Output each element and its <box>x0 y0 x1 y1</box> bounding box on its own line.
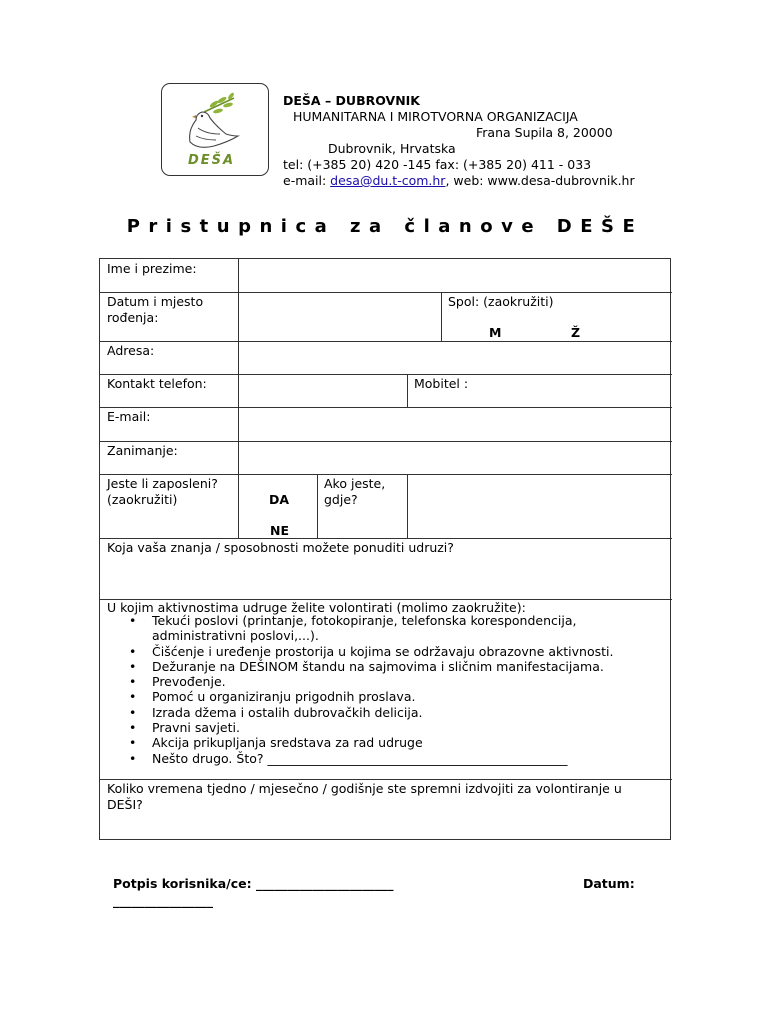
org-contact <box>283 173 635 189</box>
email-field[interactable] <box>240 408 670 440</box>
logo-text: DEŠA <box>188 153 236 168</box>
phone-label: Kontakt telefon: <box>107 376 207 391</box>
activity-item[interactable]: • Pomoć u organiziranju prigodnih proslava. <box>125 689 613 704</box>
address-field[interactable] <box>240 342 670 373</box>
address-label: Adresa: <box>107 343 155 358</box>
employed-no-option[interactable]: NE <box>270 523 290 538</box>
activity-item[interactable]: • Izrada džema i ostalih dubrovačkih delicija. <box>125 705 613 720</box>
org-city: Dubrovnik, Hrvatska <box>328 141 456 156</box>
activity-item[interactable]: • Pravni savjeti. <box>125 720 613 735</box>
membership-form <box>99 258 671 840</box>
gender-label: Spol: (zaokružiti) <box>448 294 554 309</box>
employed-label: Jeste li zaposleni? (zaokružiti) <box>107 476 218 507</box>
activities-list <box>125 613 613 766</box>
gender-f-option[interactable]: Ž <box>571 325 581 340</box>
org-type: HUMANITARNA I MIROTVORNA ORGANIZACIJA <box>293 109 578 124</box>
email-label: E-mail: <box>107 409 151 424</box>
employed-yes-option[interactable]: DA <box>269 492 290 507</box>
activity-item[interactable]: • Prevođenje. <box>125 674 613 689</box>
organization-header <box>283 93 635 189</box>
organization-logo <box>161 83 269 176</box>
time-field[interactable] <box>107 815 667 837</box>
email-prefix: e-mail: <box>283 173 331 188</box>
birth-label: Datum i mjesto rođenja: <box>107 294 204 325</box>
activity-item[interactable]: • Tekući poslovi (printanje, fotokopiranje, telefonska korespondencija, administrativni poslovi,...). <box>125 613 602 644</box>
activity-item[interactable]: • Dežuranje na DEŠINOM štandu na sajmovima i sličnim manifestacijama. <box>125 659 613 674</box>
org-street: Frana Supila 8, 20000 <box>476 125 613 140</box>
date-label: Datum: <box>583 876 635 891</box>
name-field[interactable] <box>240 260 670 291</box>
page-title: Pristupnica za članove DEŠE <box>126 216 644 237</box>
activity-item[interactable]: • Akcija prikupljanja sredstava za rad udruge <box>125 735 613 750</box>
activity-item[interactable]: • Nešto drugo. Što? ________________________________________________ <box>125 751 613 766</box>
email-link[interactable]: desa@du.t-com.hr <box>330 173 446 188</box>
org-name: DEŠA – DUBROVNIK <box>283 93 420 108</box>
occupation-field[interactable] <box>240 442 670 473</box>
mobile-field[interactable] <box>500 375 670 406</box>
signature-label: Potpis korisnika/ce: ______________________ <box>113 876 394 891</box>
name-label: Ime i prezime: <box>107 261 197 276</box>
employer-label: Ako jeste, gdje? <box>324 476 386 507</box>
web-address: , web: www.desa-dubrovnik.hr <box>445 173 635 188</box>
occupation-label: Zanimanje: <box>107 443 178 458</box>
employer-field[interactable] <box>410 475 670 537</box>
phone-field[interactable] <box>240 375 406 406</box>
skills-label: Koja vaša znanja / sposobnosti možete ponuditi udruzi? <box>107 540 454 555</box>
activities-label: U kojim aktivnostima udruge želite volontirati (molimo zaokružite): <box>107 600 526 615</box>
date-line[interactable]: ________________ <box>113 893 213 908</box>
time-label: Koliko vremena tjedno / mjesečno / godišnje ste spremni izdvojiti za volontiranje u DEŠI? <box>107 781 622 812</box>
activity-item[interactable]: • Čišćenje i uređenje prostorija u kojima se održavaju obrazovne aktivnosti. <box>125 644 613 659</box>
gender-m-option[interactable]: M <box>489 325 502 340</box>
mobile-label: Mobitel : <box>414 376 469 391</box>
org-phones: tel: (+385 20) 420 -145 fax: (+385 20) 411 - 033 <box>283 157 592 172</box>
skills-field[interactable] <box>107 557 667 597</box>
birth-field[interactable] <box>240 293 440 340</box>
dove-icon <box>176 90 256 170</box>
